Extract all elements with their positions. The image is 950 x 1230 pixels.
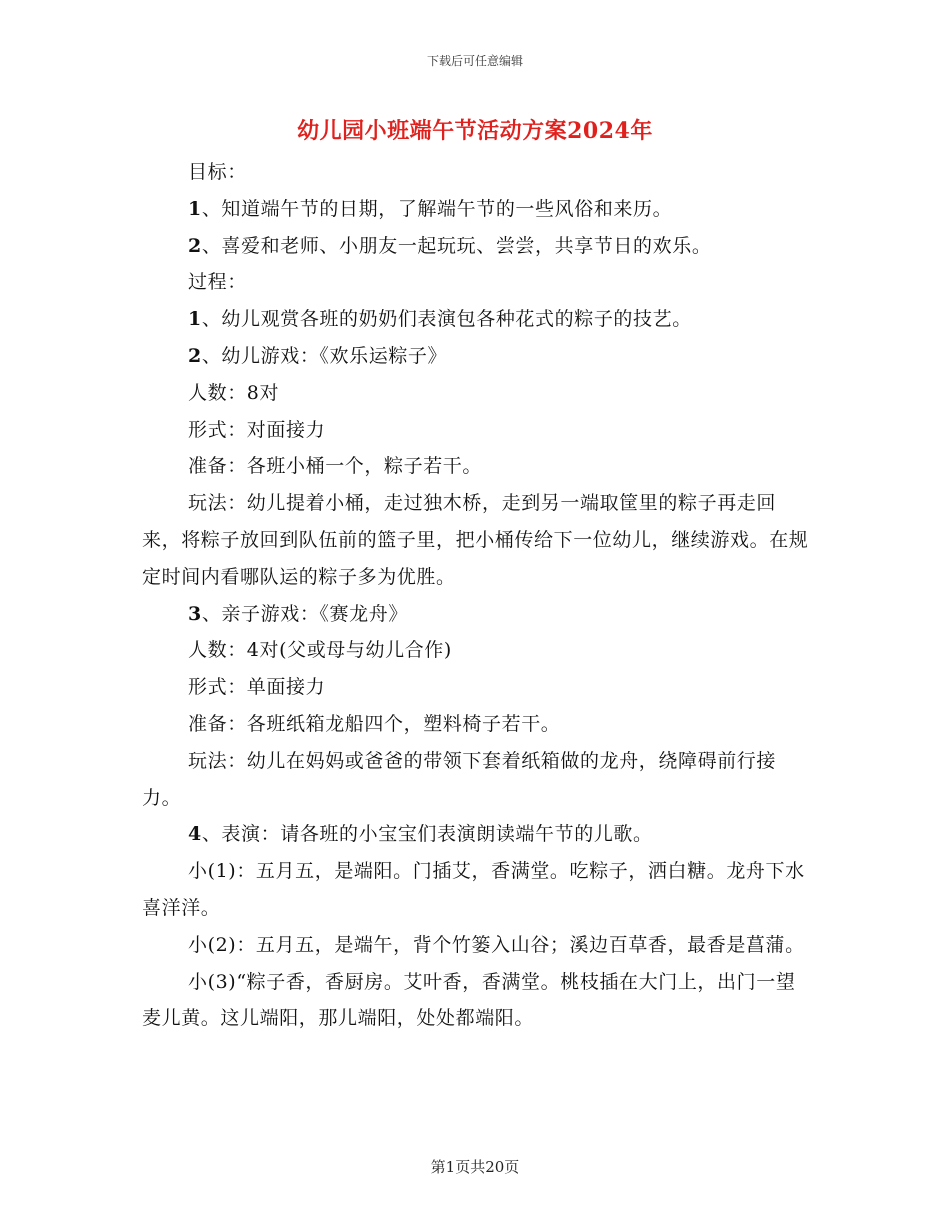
page-header: 下载后可任意编辑 [426, 54, 523, 68]
paragraph: 小(3)“粽子香，香厨房。艾叶香，香满堂。桃枝插在大门上，出门一望麦儿黄。这儿端阳，那儿端阳，处处都端阳。 [142, 970, 796, 1030]
paragraph: 人数：8对 [188, 381, 280, 404]
paragraph: 准备：各班纸箱龙船四个，塑料椅子若干。 [188, 712, 561, 735]
paragraph: 形式：单面接力 [188, 676, 326, 699]
paragraph: 玩法：幼儿在妈妈或爸爸的带领下套着纸箱做的龙舟，绕障碍前行接力。 [142, 749, 777, 809]
paragraph: 目标： [188, 161, 247, 183]
page-footer: 第1页共20页 [430, 1158, 520, 1176]
paragraph: 2、喜爱和老师、小朋友一起玩玩、尝尝，共享节日的欢乐。 [188, 234, 712, 257]
paragraph: 1、幼儿观赏各班的奶奶们表演包各种花式的粽子的技艺。 [188, 308, 692, 331]
paragraph: 2、幼儿游戏：《欢乐运粽子》 [188, 344, 448, 367]
paragraph: 小(2)：五月五，是端午，背个竹篓入山谷；溪边百草香，最香是菖蒲。 [188, 933, 805, 956]
paragraph: 准备：各班小桶一个，粽子若干。 [188, 455, 483, 478]
paragraph: 过程： [188, 271, 247, 294]
document-body [142, 154, 810, 1037]
paragraph: 1、知道端午节的日期，了解端午节的一些风俗和来历。 [188, 197, 673, 220]
paragraph: 小(1)：五月五，是端阳。门插艾，香满堂。吃粽子，洒白糖。龙舟下水喜洋洋。 [142, 860, 805, 919]
paragraph: 玩法：幼儿提着小桶，走过独木桥，走到另一端取筐里的粽子再走回来，将粽子放回到队伍前的篮子里，把小桶传给下一位幼儿，继续游戏。在规定时间内看哪队运的粽子多为优胜。 [142, 492, 809, 588]
paragraph: 4、表演：请各班的小宝宝们表演朗读端午节的儿歌。 [188, 823, 653, 846]
document-title: 幼儿园小班端午节活动方案2024年 [297, 118, 653, 144]
paragraph: 人数：4对(父或母与幼儿合作) [188, 639, 452, 662]
paragraph: 形式：对面接力 [188, 418, 326, 441]
paragraph: 3、亲子游戏：《赛龙舟》 [188, 602, 408, 625]
